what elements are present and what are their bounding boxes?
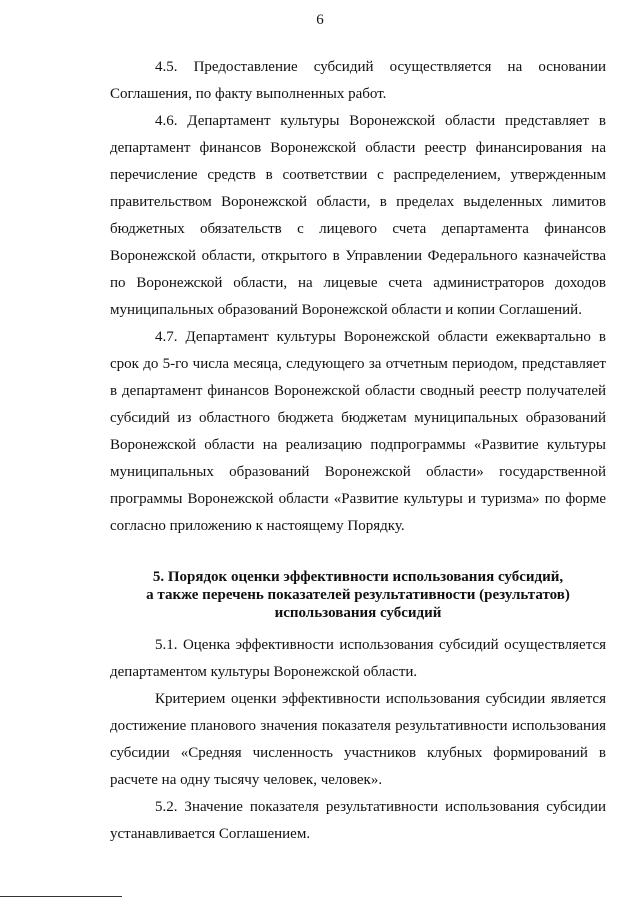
paragraph-5-1: 5.1. Оценка эффективности использования субсидий осуществляется департаментом культуры Воронежской области. — [110, 637, 606, 680]
footer-divider — [0, 896, 122, 897]
document-body — [110, 54, 606, 848]
page-number: 6 — [316, 12, 324, 28]
paragraph-4-5: 4.5. Предоставление субсидий осуществляется на основании Соглашения, по факту выполненных работ. — [110, 59, 606, 102]
section-5-heading — [110, 568, 606, 622]
section-heading-line: использования субсидий — [274, 605, 442, 621]
section-heading-line: 5. Порядок оценки эффективности использования субсидий, — [152, 569, 564, 585]
paragraph-5-2: 5.2. Значение показателя результативности использования субсидии устанавливается Соглашением. — [110, 799, 606, 842]
paragraph-criterion: Критерием оценки эффективности использования субсидии является достижение планового значения показателя результативности использования субсидии «Средняя численность участников клубных формирований в расчете на одну тысячу человек, человек». — [110, 691, 606, 788]
paragraph-4-7: 4.7. Департамент культуры Воронежской области ежеквартально в срок до 5-го числа месяца, следующего за отчетным периодом, представляет в департамент финансов Воронежской области сводный реестр получателей субсидий из областного бюджета бюджетам муниципальных образований Воронежской области на реализацию подпрограммы «Развитие культуры муниципальных образований Воронежской области» государственной программы Воронежской области «Развитие культуры и туризма» по форме согласно приложению к настоящему Порядку. — [110, 329, 606, 534]
paragraph-4-6: 4.6. Департамент культуры Воронежской области представляет в департамент финансов Воронежской области реестр финансирования на перечисление средств в соответствии с распределением, утвержденным правительством Воронежской области, в пределах выделенных лимитов бюджетных обязательств с лицевого счета департамента финансов Воронежской области, открытого в Управлении Федерального казначейства по Воронежской области, на лицевые счета администраторов доходов муниципальных образований Воронежской области и копии Соглашений. — [110, 113, 606, 318]
section-heading-line: а также перечень показателей результативности (результатов) — [146, 587, 570, 603]
